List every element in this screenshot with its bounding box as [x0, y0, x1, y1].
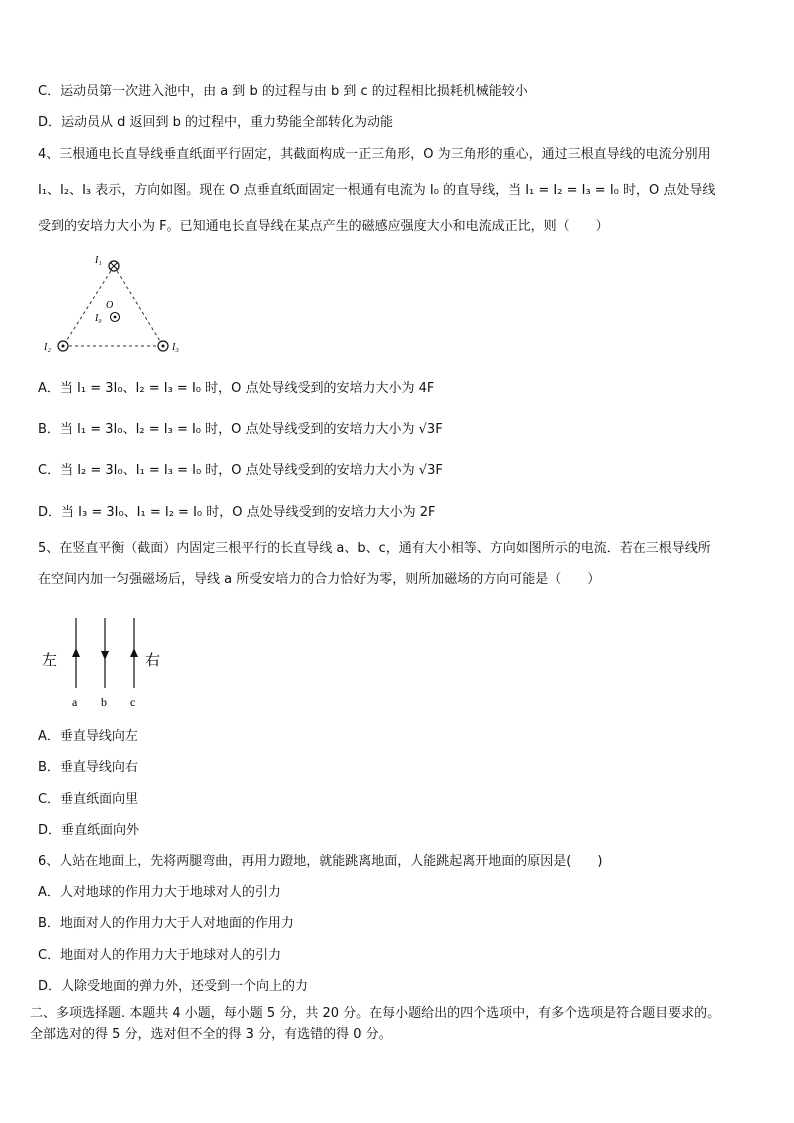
- q3-option-c: C．运动员第一次进入池中，由 a 到 b 的过程与由 b 到 c 的过程相比损耗机械能较小: [38, 84, 528, 99]
- wire-i3-out-of-page-icon: [158, 341, 168, 351]
- q5-wires-figure: [38, 610, 178, 715]
- q5-option-c: C．垂直纸面向里: [38, 792, 139, 807]
- q4-triangle-figure: [38, 250, 198, 360]
- label-o: O: [106, 300, 114, 311]
- section2-instructions-line2: 全部选对的得 5 分，选对但不全的得 3 分，有选错的得 0 分。: [30, 1027, 392, 1042]
- q3-option-d: D．运动员从 d 返回到 b 的过程中，重力势能全部转化为动能: [38, 115, 394, 130]
- q4-stem-line3: 受到的安培力大小为 F。已知通电长直导线在某点产生的磁感应强度大小和电流成正比，则（ ）: [38, 219, 609, 234]
- label-i2: I₂: [44, 342, 51, 353]
- label-i1: I₁: [95, 255, 102, 266]
- label-wire-a: a: [72, 695, 78, 709]
- label-right: 右: [145, 651, 161, 669]
- q6-option-b: B．地面对人的作用力大于人对地面的作用力: [38, 916, 294, 931]
- label-wire-b: b: [101, 695, 107, 709]
- q4-stem-line2: I₁、I₂、I₃ 表示，方向如图。现在 O 点垂直纸面固定一根通有电流为 I₀ 的直导线，当 I₁ = I₂ = I₃ = I₀ 时，O 点处导线: [38, 183, 716, 198]
- label-wire-c: c: [130, 695, 136, 709]
- q6-option-a: A．人对地球的作用力大于地球对人的引力: [38, 885, 281, 900]
- q4-option-c: C．当 I₂ = 3I₀、I₁ = I₃ = I₀ 时，O 点处导线受到的安培力大小为 √3F: [38, 463, 443, 478]
- q5-option-b: B．垂直导线向右: [38, 760, 138, 775]
- wire-i1-into-page-icon: [109, 261, 119, 271]
- label-left: 左: [42, 651, 58, 669]
- q5-stem-line2: 在空间内加一匀强磁场后，导线 a 所受安培力的合力恰好为零，则所加磁场的方向可能是（ ）: [38, 572, 601, 587]
- wire-i2-out-of-page-icon: [58, 341, 68, 351]
- q6-option-d: D．人除受地面的弹力外，还受到一个向上的力: [38, 979, 309, 994]
- wire-b-down-arrow-icon: [101, 651, 109, 660]
- wire-c-up-arrow-icon: [130, 648, 138, 657]
- q4-option-b: B．当 I₁ = 3I₀、I₂ = I₃ = I₀ 时，O 点处导线受到的安培力大小为 √3F: [38, 422, 443, 437]
- q5-option-a: A．垂直导线向左: [38, 729, 138, 744]
- q6-stem: 6、人站在地面上，先将两腿弯曲，再用力蹬地，就能跳离地面，人能跳起离开地面的原因是( ): [38, 854, 603, 869]
- label-i0: I₀: [95, 313, 102, 324]
- q4-option-d: D．当 I₃ = 3I₀、I₁ = I₂ = I₀ 时，O 点处导线受到的安培力大小为 2F: [38, 505, 436, 520]
- section2-instructions-line1: 二、多项选择题. 本题共 4 小题，每小题 5 分，共 20 分。在每小题给出的四个选项中，有多个选项是符合题目要求的。: [30, 1006, 721, 1021]
- q6-option-c: C．地面对人的作用力大于地球对人的引力: [38, 948, 282, 963]
- q5-option-d: D．垂直纸面向外: [38, 823, 140, 838]
- q4-stem-line1: 4、三根通电长直导线垂直纸面平行固定，其截面构成一正三角形，O 为三角形的重心，通过三根直导线的电流分别用: [38, 147, 711, 162]
- wire-a-up-arrow-icon: [72, 648, 80, 657]
- q5-stem-line1: 5、在竖直平衡（截面）内固定三根平行的长直导线 a、b、c，通有大小相等、方向如图所示的电流．若在三根导线所: [38, 541, 711, 556]
- wire-i0-out-of-page-icon: [111, 313, 120, 322]
- label-i3: I₃: [172, 342, 179, 353]
- q4-option-a: A．当 I₁ = 3I₀、I₂ = I₃ = I₀ 时，O 点处导线受到的安培力大小为 4F: [38, 381, 435, 396]
